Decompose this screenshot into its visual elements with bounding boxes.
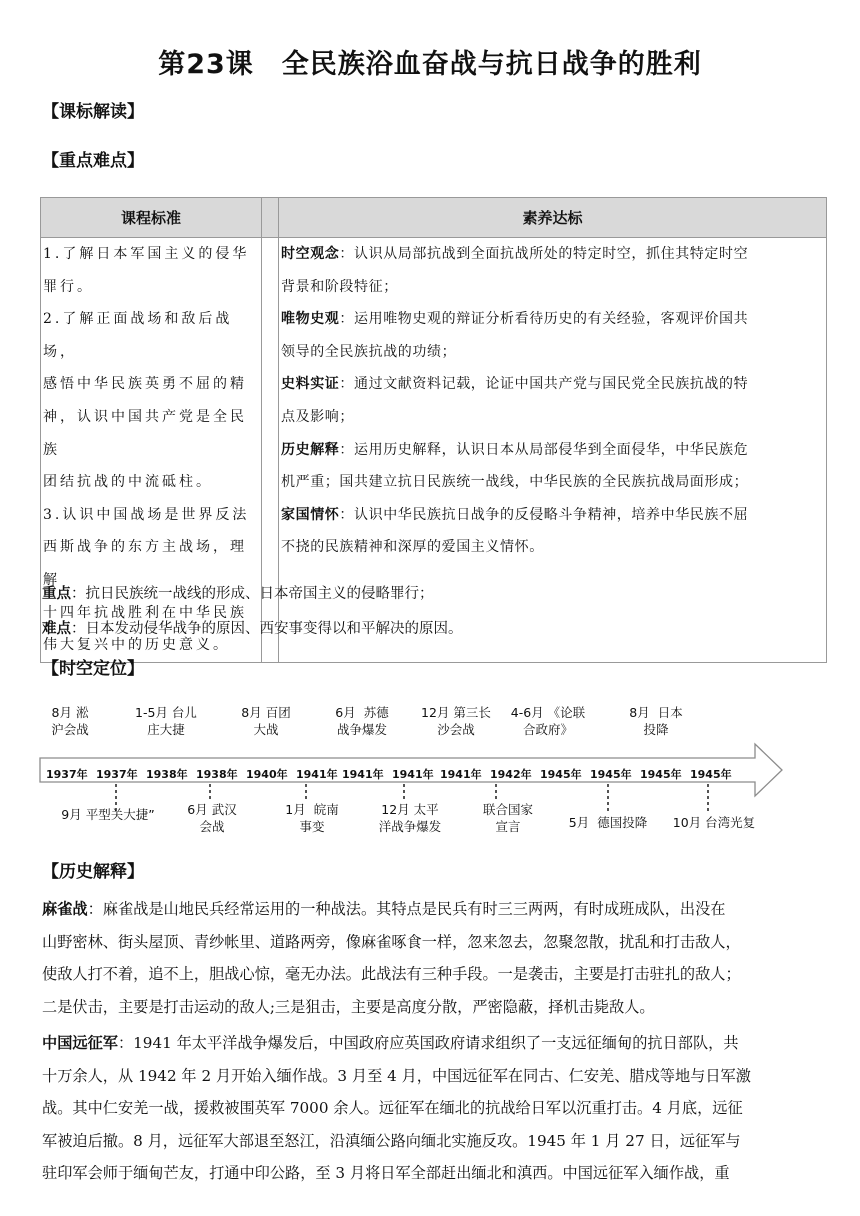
literacy-goal-label: 家国情怀 bbox=[281, 506, 340, 523]
paragraph-line bbox=[42, 1157, 822, 1190]
literacy-goal-text: 不挠的民族精神和深厚的爱国主义情怀。 bbox=[281, 539, 544, 556]
curriculum-standard-line: 十四年抗战胜利在中华民族 bbox=[43, 604, 247, 621]
literacy-goal-text: ：运用唯物史观的辩证分析看待历史的有关经验，客观评价国共 bbox=[339, 311, 749, 328]
curriculum-standard-line: 团结抗战的中流砥柱。 bbox=[43, 474, 213, 491]
timeline-event-above: 8月 淞 沪会战 bbox=[51, 705, 89, 737]
timeline-event-above: 12月 第三长 沙会战 bbox=[421, 705, 491, 737]
section-heading-keypoints: 【重点难点】 bbox=[42, 151, 144, 171]
literacy-goal-text: ：运用历史解释，认识日本从局部侵华到全面侵华，中华民族危 bbox=[339, 441, 749, 458]
curriculum-standard-line: 感悟中华民族英勇不屈的精 bbox=[43, 376, 247, 393]
paragraph-text: 战。其中仁安羌一战，援救被围英军 7000 余人。远征军在缅北的抗战给日军以沉重打击。4 月底，远征 bbox=[42, 1099, 743, 1118]
timeline-event-below: 5月 德国投降 bbox=[568, 815, 648, 830]
timeline-event-below: 10月 台湾光复 bbox=[672, 815, 756, 830]
paragraph-line bbox=[42, 893, 822, 926]
section-heading-timeline: 【时空定位】 bbox=[42, 659, 144, 679]
timeline-year: 1938年 bbox=[196, 768, 238, 781]
paragraph-text: 驻印军会师于缅甸芒友，打通中印公路，至 3 月将日军全部赶出缅北和滇西。中国远征军入缅作战，重 bbox=[42, 1164, 730, 1183]
keypoint-text: ：抗日民族统一战线的形成、日本帝国主义的侵略罪行； bbox=[71, 586, 434, 602]
literacy-goal-label: 时空观念 bbox=[281, 246, 340, 262]
timeline-year: 1945年 bbox=[590, 768, 632, 781]
paragraph-line bbox=[42, 1125, 822, 1158]
paragraph-sparrow-warfare bbox=[42, 893, 822, 1023]
literacy-goal-text: 点及影响； bbox=[281, 408, 354, 425]
curriculum-standard-line: 2.了解正面战场和敌后战场， bbox=[43, 311, 233, 360]
table-header-right: 素养达标 bbox=[279, 198, 827, 238]
timeline-year: 1938年 bbox=[146, 768, 188, 781]
paragraph-line bbox=[42, 1027, 822, 1060]
timeline-event-above: 6月 苏德 战争爆发 bbox=[335, 705, 389, 737]
curriculum-standard-line: 西斯战争的东方主战场，理解 bbox=[43, 539, 247, 588]
timeline-year: 1941年 bbox=[392, 768, 434, 781]
literacy-goal-text: 机严重；国共建立抗日民族统一战线，中华民族的全民族抗战局面形成； bbox=[281, 474, 749, 491]
timeline-event-below: 联合国家 宣言 bbox=[482, 802, 533, 834]
paragraph-text: ：1941 年太平洋战争爆发后，中国政府应英国政府请求组织了一支远征缅甸的抗日部队，共 bbox=[117, 1034, 739, 1052]
curriculum-standard-line: 神，认识中国共产党是全民族 bbox=[43, 408, 247, 458]
paragraph-line bbox=[42, 1092, 822, 1125]
literacy-goal-text: 背景和阶段特征； bbox=[281, 278, 398, 295]
paragraph-text: 军被迫后撤。8 月，远征军大部退至怒江，沿滇缅公路向缅北实施反攻。1945 年 1 月 27 日，远征军与 bbox=[42, 1131, 741, 1150]
section-heading-history: 【历史解释】 bbox=[42, 862, 144, 882]
paragraph-text: 二是伏击，主要是打击运动的敌人;三是狙击，主要是高度分散，严密隐蔽，择机击毙敌人。 bbox=[42, 997, 655, 1016]
difficulty-label: 难点 bbox=[42, 621, 71, 637]
timeline-event-below: 12月 太平 洋战争爆发 bbox=[378, 802, 442, 834]
literacy-goal-label: 唯物史观 bbox=[281, 311, 340, 328]
literacy-goal-text: ：认识从局部抗战到全面抗战所处的特定时空，抓住其特定时空 bbox=[339, 246, 749, 262]
table-header-left: 课程标准 bbox=[41, 198, 262, 238]
timeline-event-above: 8月 日本 投降 bbox=[629, 705, 683, 737]
literacy-goal-text: ：通过文献资料记载，论证中国共产党与国民党全民族抗战的特 bbox=[339, 376, 749, 393]
timeline-year: 1941年 bbox=[342, 768, 384, 781]
keypoint-label: 重点 bbox=[42, 586, 71, 602]
timeline-event-above: 1-5月 台儿 庄大捷 bbox=[135, 705, 197, 737]
paragraph-line bbox=[42, 958, 822, 991]
timeline-event-below: 1月 皖南 事变 bbox=[285, 802, 339, 834]
paragraph-expeditionary-force bbox=[42, 1027, 822, 1190]
timeline-event-below: 9月 平型关大捷” bbox=[61, 807, 155, 822]
paragraph-line bbox=[42, 926, 822, 959]
term-label: 中国远征军 bbox=[42, 1034, 118, 1052]
difficulty-text: ：日本发动侵华战争的原因、西安事变得以和平解决的原因。 bbox=[71, 621, 463, 637]
timeline-year: 1942年 bbox=[490, 768, 532, 781]
timeline-year: 1945年 bbox=[540, 768, 582, 781]
timeline-year: 1940年 bbox=[246, 768, 288, 781]
paragraph-text: 使敌人打不着，追不上，胆战心惊，毫无办法。此战法有三种手段。一是袭击，主要是打击驻扎的敌人； bbox=[42, 965, 741, 984]
timeline-year: 1941年 bbox=[296, 768, 338, 781]
timeline-year: 1945年 bbox=[640, 768, 682, 781]
paragraph-text: 山野密林、街头屋顶、青纱帐里、道路两旁，像麻雀啄食一样，忽来忽去，忽聚忽散，扰乱和打击敌人， bbox=[42, 932, 741, 951]
section-heading-reading: 【课标解读】 bbox=[42, 102, 144, 122]
literacy-goal-label: 历史解释 bbox=[281, 441, 340, 458]
timeline-event-above: 4-6月 《论联 合政府》 bbox=[510, 705, 586, 737]
timeline-year: 1945年 bbox=[690, 768, 732, 781]
paragraph-text: ：麻雀战是山地民兵经常运用的一种战法。其特点是民兵有时三三两两，有时成班成队，出没在 bbox=[87, 900, 726, 918]
literacy-goal-text: ：认识中华民族抗日战争的反侵略斗争精神，培养中华民族不屈 bbox=[339, 506, 749, 523]
literacy-goal-text: 领导的全民族抗战的功绩； bbox=[281, 343, 457, 360]
curriculum-standard-line: 伟大复兴中的历史意义。 bbox=[43, 637, 230, 654]
timeline-year: 1937年 bbox=[46, 768, 88, 781]
curriculum-standard-line: 3.认识中国战场是世界反法 bbox=[43, 506, 250, 523]
term-label: 麻雀战 bbox=[42, 900, 88, 918]
curriculum-standard-line: 1.了解日本军国主义的侵华 bbox=[43, 246, 250, 262]
timeline-event-below: 6月 武汉 会战 bbox=[187, 802, 237, 834]
timeline-year: 1937年 bbox=[96, 768, 138, 781]
literacy-goal-label: 史料实证 bbox=[281, 376, 340, 393]
timeline-year: 1941年 bbox=[440, 768, 482, 781]
paragraph-line bbox=[42, 1060, 822, 1093]
curriculum-standard-line: 罪行。 bbox=[43, 278, 94, 295]
paragraph-line bbox=[42, 991, 822, 1024]
timeline-event-above: 8月 百团 大战 bbox=[241, 705, 291, 737]
page-title: 第23课 全民族浴血奋战与抗日战争的胜利 bbox=[158, 49, 702, 80]
paragraph-text: 十万余人，从 1942 年 2 月开始入缅作战。3 月至 4 月，中国远征军在同古、仁安羌、腊戍等地与日军激 bbox=[42, 1066, 751, 1085]
